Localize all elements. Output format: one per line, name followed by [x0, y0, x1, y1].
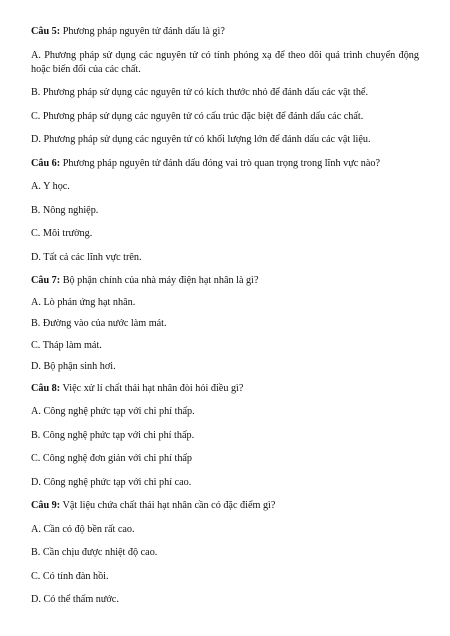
question-9-option-d: D. Có thể thấm nước. — [31, 594, 119, 605]
question-7-option-a: A. Lò phản ứng hạt nhân. — [31, 296, 136, 308]
question-8-option-c: C. Công nghệ đơn giản với chi phí thấp — [31, 453, 193, 464]
question-5-title — [31, 25, 419, 39]
question-6-label: Câu 6: — [31, 157, 61, 169]
question-8 — [31, 382, 419, 490]
question-8-label: Câu 8: — [31, 382, 61, 394]
question-5 — [31, 25, 419, 147]
question-6-option-d: D. Tất cả các lĩnh vực trên. — [31, 251, 142, 263]
question-9-label: Câu 9: — [31, 500, 61, 511]
question-9-title — [31, 499, 419, 513]
question-8-title — [31, 382, 419, 396]
question-9-option-a: A. Cần có độ bền rất cao. — [31, 523, 135, 535]
question-5-option-a: A. Phương pháp sử dụng các nguyên tử có tính phóng xạ để theo dõi quá trình chuyển động hoặc biến đổi của các chất. — [31, 49, 419, 75]
document-page — [31, 25, 419, 617]
question-5-option-b: B. Phương pháp sử dụng các nguyên tử có kích thước nhỏ để đánh dấu các vật thể. — [31, 87, 368, 98]
question-6-title — [31, 157, 419, 171]
question-6 — [31, 157, 419, 265]
question-7-title — [31, 274, 419, 288]
question-8-text: Việc xử lí chất thải hạt nhân đòi hỏi điều gì? — [62, 382, 244, 394]
question-9-option-c: C. Có tính đàn hồi. — [31, 570, 109, 582]
question-5-text: Phương pháp nguyên tử đánh dấu là gì? — [62, 26, 225, 37]
question-7-label: Câu 7: — [31, 275, 61, 286]
question-5-option-c: C. Phương pháp sử dụng các nguyên tử có cấu trúc đặc biệt để đánh dấu các chất. — [31, 110, 364, 122]
question-9-option-b: B. Cần chịu được nhiệt độ cao. — [31, 547, 158, 558]
question-8-option-b: B. Công nghệ phức tạp với chi phí thấp. — [31, 429, 195, 441]
question-6-text: Phương pháp nguyên tử đánh dấu đóng vai trò quan trọng trong lĩnh vực nào? — [62, 157, 381, 169]
question-6-option-c: C. Môi trường. — [31, 228, 93, 239]
question-7-option-c: C. Tháp làm mát. — [31, 339, 102, 351]
question-7-text: Bộ phận chính của nhà máy điện hạt nhân là gì? — [62, 275, 259, 286]
question-9 — [31, 499, 419, 607]
question-9-text: Vật liệu chứa chất thải hạt nhân cần có đặc điểm gì? — [62, 500, 276, 511]
question-7-option-d: D. Bộ phận sinh hơi. — [31, 361, 116, 372]
question-5-label: Câu 5: — [31, 26, 61, 37]
question-5-option-d: D. Phương pháp sử dụng các nguyên tử có khối lượng lớn để đánh dấu các vật liệu. — [31, 134, 371, 145]
question-8-option-a: A. Công nghệ phức tạp với chi phí thấp. — [31, 406, 195, 417]
question-8-option-d: D. Công nghệ phức tạp với chi phí cao. — [31, 476, 192, 488]
question-7 — [31, 274, 419, 374]
question-7-option-b: B. Đường vào của nước làm mát. — [31, 318, 167, 329]
question-6-option-a: A. Y học. — [31, 181, 70, 192]
question-6-option-b: B. Nông nghiệp. — [31, 204, 99, 216]
